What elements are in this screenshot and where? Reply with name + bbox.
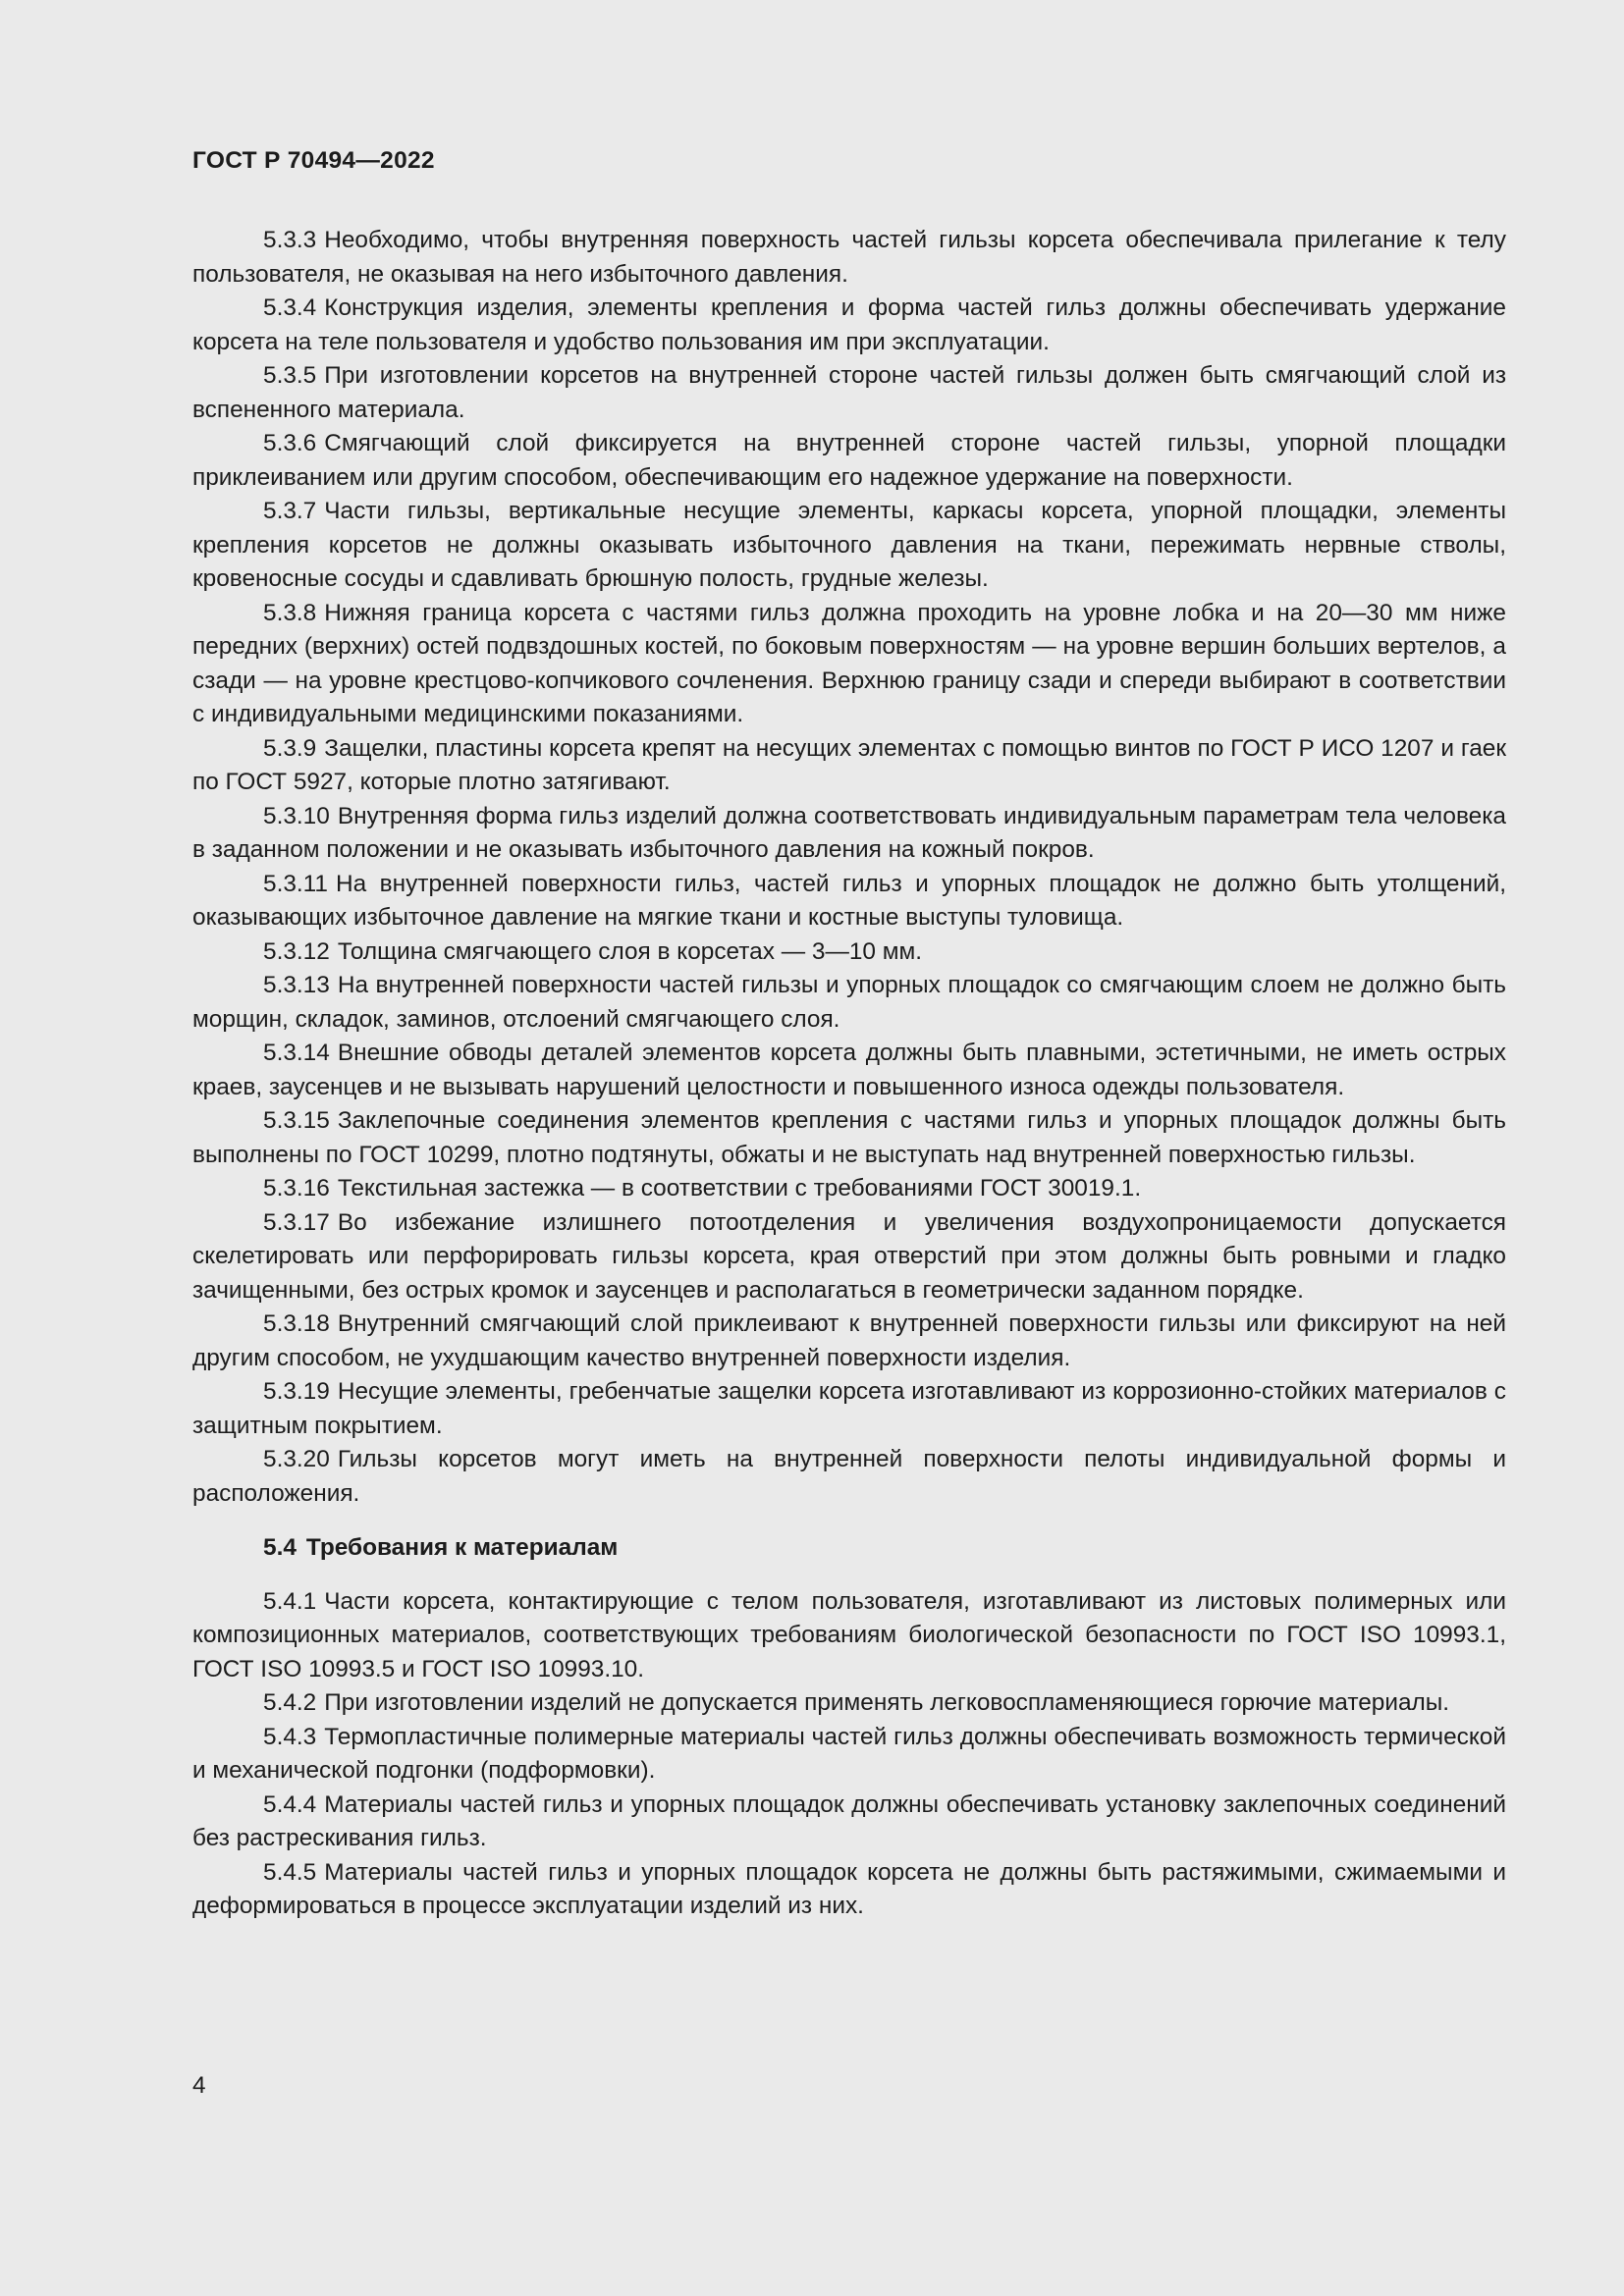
paragraph-text: Гильзы корсетов могут иметь на внутренней поверхности пелоты индивидуальной формы и расположения. <box>192 1446 1506 1507</box>
paragraph-text: Материалы частей гильз и упорных площадок должны обеспечивать установку заклепочных соединений без растрескивания гильз. <box>192 1790 1506 1851</box>
paragraph-number: 5.4.3 <box>263 1723 317 1750</box>
paragraph-number: 5.3.14 <box>263 1040 330 1066</box>
paragraph-number: 5.3.3 <box>263 227 317 253</box>
paragraph-number: 5.3.7 <box>263 498 317 524</box>
document-code-header: ГОСТ Р 70494—2022 <box>192 147 435 174</box>
paragraph <box>192 1856 1506 1924</box>
paragraph <box>192 1172 1506 1206</box>
paragraph <box>192 427 1506 495</box>
paragraph-number: 5.3.10 <box>263 802 330 829</box>
paragraph-number: 5.3.6 <box>263 430 317 456</box>
paragraph-text: Внутренний смягчающий слой приклеивают к внутренней поверхности гильзы или фиксируют на ней другим способом, не ухудшающим качество внутренней поверхности изделия. <box>192 1310 1506 1371</box>
paragraph <box>192 935 1506 970</box>
paragraph-text: Нижняя граница корсета с частями гильз должна проходить на уровне лобка и на 20—30 мм ниже передних (верхних) остей подвздошных костей, по боковым поверхностям — на уровне вершин больших вертелов, а сзади — на уровне крестцово-копчикового сочленения. Верхнюю границу сзади и спереди выбирают в соответствии с индивидуальными медицинскими показаниями. <box>192 599 1506 727</box>
paragraph <box>192 868 1506 935</box>
paragraph-number: 5.4.5 <box>263 1858 317 1886</box>
section-title: Требования к материалам <box>305 1534 619 1561</box>
paragraph <box>192 292 1506 359</box>
paragraph-number: 5.3.17 <box>263 1208 330 1236</box>
paragraph-number: 5.4.1 <box>263 1587 317 1615</box>
paragraph-number: 5.4.4 <box>263 1790 317 1818</box>
paragraph-text: Конструкция изделия, элементы крепления и форма частей гильз должны обеспечивать удержание корсета на теле пользователя и удобство пользования им при эксплуатации. <box>192 294 1506 355</box>
paragraph-text: Материалы частей гильз и упорных площадок корсета не должны быть растяжимыми, сжимаемыми и деформироваться в процессе эксплуатации изделий из них. <box>192 1858 1506 1919</box>
paragraph <box>192 495 1506 597</box>
paragraph-text: Текстильная застежка — в соответствии с требованиями ГОСТ 30019.1. <box>337 1175 1142 1201</box>
paragraph-number: 5.3.16 <box>263 1175 330 1201</box>
paragraph-text: Части гильзы, вертикальные несущие элементы, каркасы корсета, упорной площадки, элементы крепления корсетов не должны оказывать избыточного давления на ткани, пережимать нервные стволы, кровеносные сосуды и сдавливать брюшную полость, грудные железы. <box>192 498 1506 592</box>
paragraph-number: 5.3.9 <box>263 734 317 762</box>
paragraph <box>192 1443 1506 1511</box>
paragraph <box>192 1375 1506 1443</box>
paragraph-number: 5.3.8 <box>263 599 317 626</box>
paragraph <box>192 1037 1506 1104</box>
paragraph-text: Термопластичные полимерные материалы частей гильз должны обеспечивать возможность термической и механической подгонки (подформовки). <box>192 1723 1506 1784</box>
paragraph-number: 5.3.20 <box>263 1446 330 1472</box>
page-number: 4 <box>192 2072 206 2099</box>
paragraph <box>192 1308 1506 1375</box>
paragraph-number: 5.4.2 <box>263 1689 317 1716</box>
paragraph <box>192 359 1506 427</box>
section-number: 5.4 <box>263 1534 297 1561</box>
paragraph-text: Внутренняя форма гильз изделий должна соответствовать индивидуальным параметрам тела человека в заданном положении и не оказывать избыточного давления на кожный покров. <box>192 802 1506 863</box>
paragraph-number: 5.3.18 <box>263 1310 330 1337</box>
paragraph-text: Внешние обводы деталей элементов корсета должны быть плавными, эстетичными, не иметь острых краев, заусенцев и не вызывать нарушений целостности и повышенного износа одежды пользователя. <box>192 1040 1506 1100</box>
paragraph-number: 5.3.5 <box>263 362 317 389</box>
paragraph-number: 5.3.4 <box>263 294 317 321</box>
paragraph-text: Во избежание излишнего потоотделения и увеличения воздухопроницаемости допускается скелетировать или перфорировать гильзы корсета, края отверстий при этом должны быть ровными и гладко зачищенными, без острых кромок и заусенцев и располагаться в геометрически заданном порядке. <box>192 1208 1506 1304</box>
paragraph <box>192 1104 1506 1172</box>
section-5-3-paragraphs <box>192 224 1506 1511</box>
section-heading <box>192 1531 1506 1566</box>
paragraph <box>192 1206 1506 1308</box>
paragraph-text: Смягчающий слой фиксируется на внутренней стороне частей гильзы, упорной площадки приклеиванием или другим способом, обеспечивающим его надежное удержание на поверхности. <box>192 430 1506 491</box>
paragraph <box>192 1721 1506 1789</box>
paragraph-text: Несущие элементы, гребенчатые защелки корсета изготавливают из коррозионно-стойких материалов с защитным покрытием. <box>192 1378 1506 1439</box>
paragraph-number: 5.3.19 <box>263 1378 330 1405</box>
paragraph-text: При изготовлении корсетов на внутренней стороне частей гильзы должен быть смягчающий слой из вспененного материала. <box>192 362 1506 423</box>
paragraph-text: На внутренней поверхности частей гильзы и упорных площадок со смягчающим слоем не должно быть морщин, складок, заминов, отслоений смягчающего слоя. <box>192 972 1506 1033</box>
paragraph <box>192 1789 1506 1856</box>
paragraph-number: 5.3.15 <box>263 1107 330 1134</box>
paragraph-number: 5.3.11 <box>263 870 329 897</box>
section-5-4-paragraphs <box>192 1585 1506 1924</box>
paragraph <box>192 732 1506 800</box>
paragraph <box>192 224 1506 292</box>
paragraph-text: Толщина смягчающего слоя в корсетах — 3—10 мм. <box>337 937 923 965</box>
paragraph-text: На внутренней поверхности гильз, частей гильз и упорных площадок не должно быть утолщений, оказывающих избыточное давление на мягкие ткани и костные выступы туловища. <box>192 870 1506 931</box>
paragraph-text: Заклепочные соединения элементов крепления с частями гильз и упорных площадок должны быть выполнены по ГОСТ 10299, плотно подтянуты, обжаты и не выступать над внутренней поверхностью гильзы. <box>192 1107 1506 1168</box>
paragraph-number: 5.3.12 <box>263 937 330 965</box>
paragraph <box>192 1585 1506 1687</box>
paragraph-text: Необходимо, чтобы внутренняя поверхность частей гильзы корсета обеспечивала прилегание к телу пользователя, не оказывая на него избыточного давления. <box>192 227 1506 288</box>
paragraph-text: Защелки, пластины корсета крепят на несущих элементах с помощью винтов по ГОСТ Р ИСО 1207 и гаек по ГОСТ 5927, которые плотно затягивают. <box>192 734 1506 795</box>
paragraph-text: Части корсета, контактирующие с телом пользователя, изготавливают из листовых полимерных или композиционных материалов, соответствующих требованиям биологической безопасности по ГОСТ ISO 10993.1, ГОСТ ISO 10993.5 и ГОСТ ISO 10993.10. <box>192 1587 1506 1682</box>
paragraph <box>192 969 1506 1037</box>
paragraph <box>192 1686 1506 1721</box>
paragraph-number: 5.3.13 <box>263 972 330 998</box>
paragraph-text: При изготовлении изделий не допускается применять легковоспламеняющиеся горючие материалы. <box>324 1689 1450 1716</box>
paragraph <box>192 800 1506 868</box>
paragraph <box>192 597 1506 732</box>
document-body <box>192 224 1506 1924</box>
